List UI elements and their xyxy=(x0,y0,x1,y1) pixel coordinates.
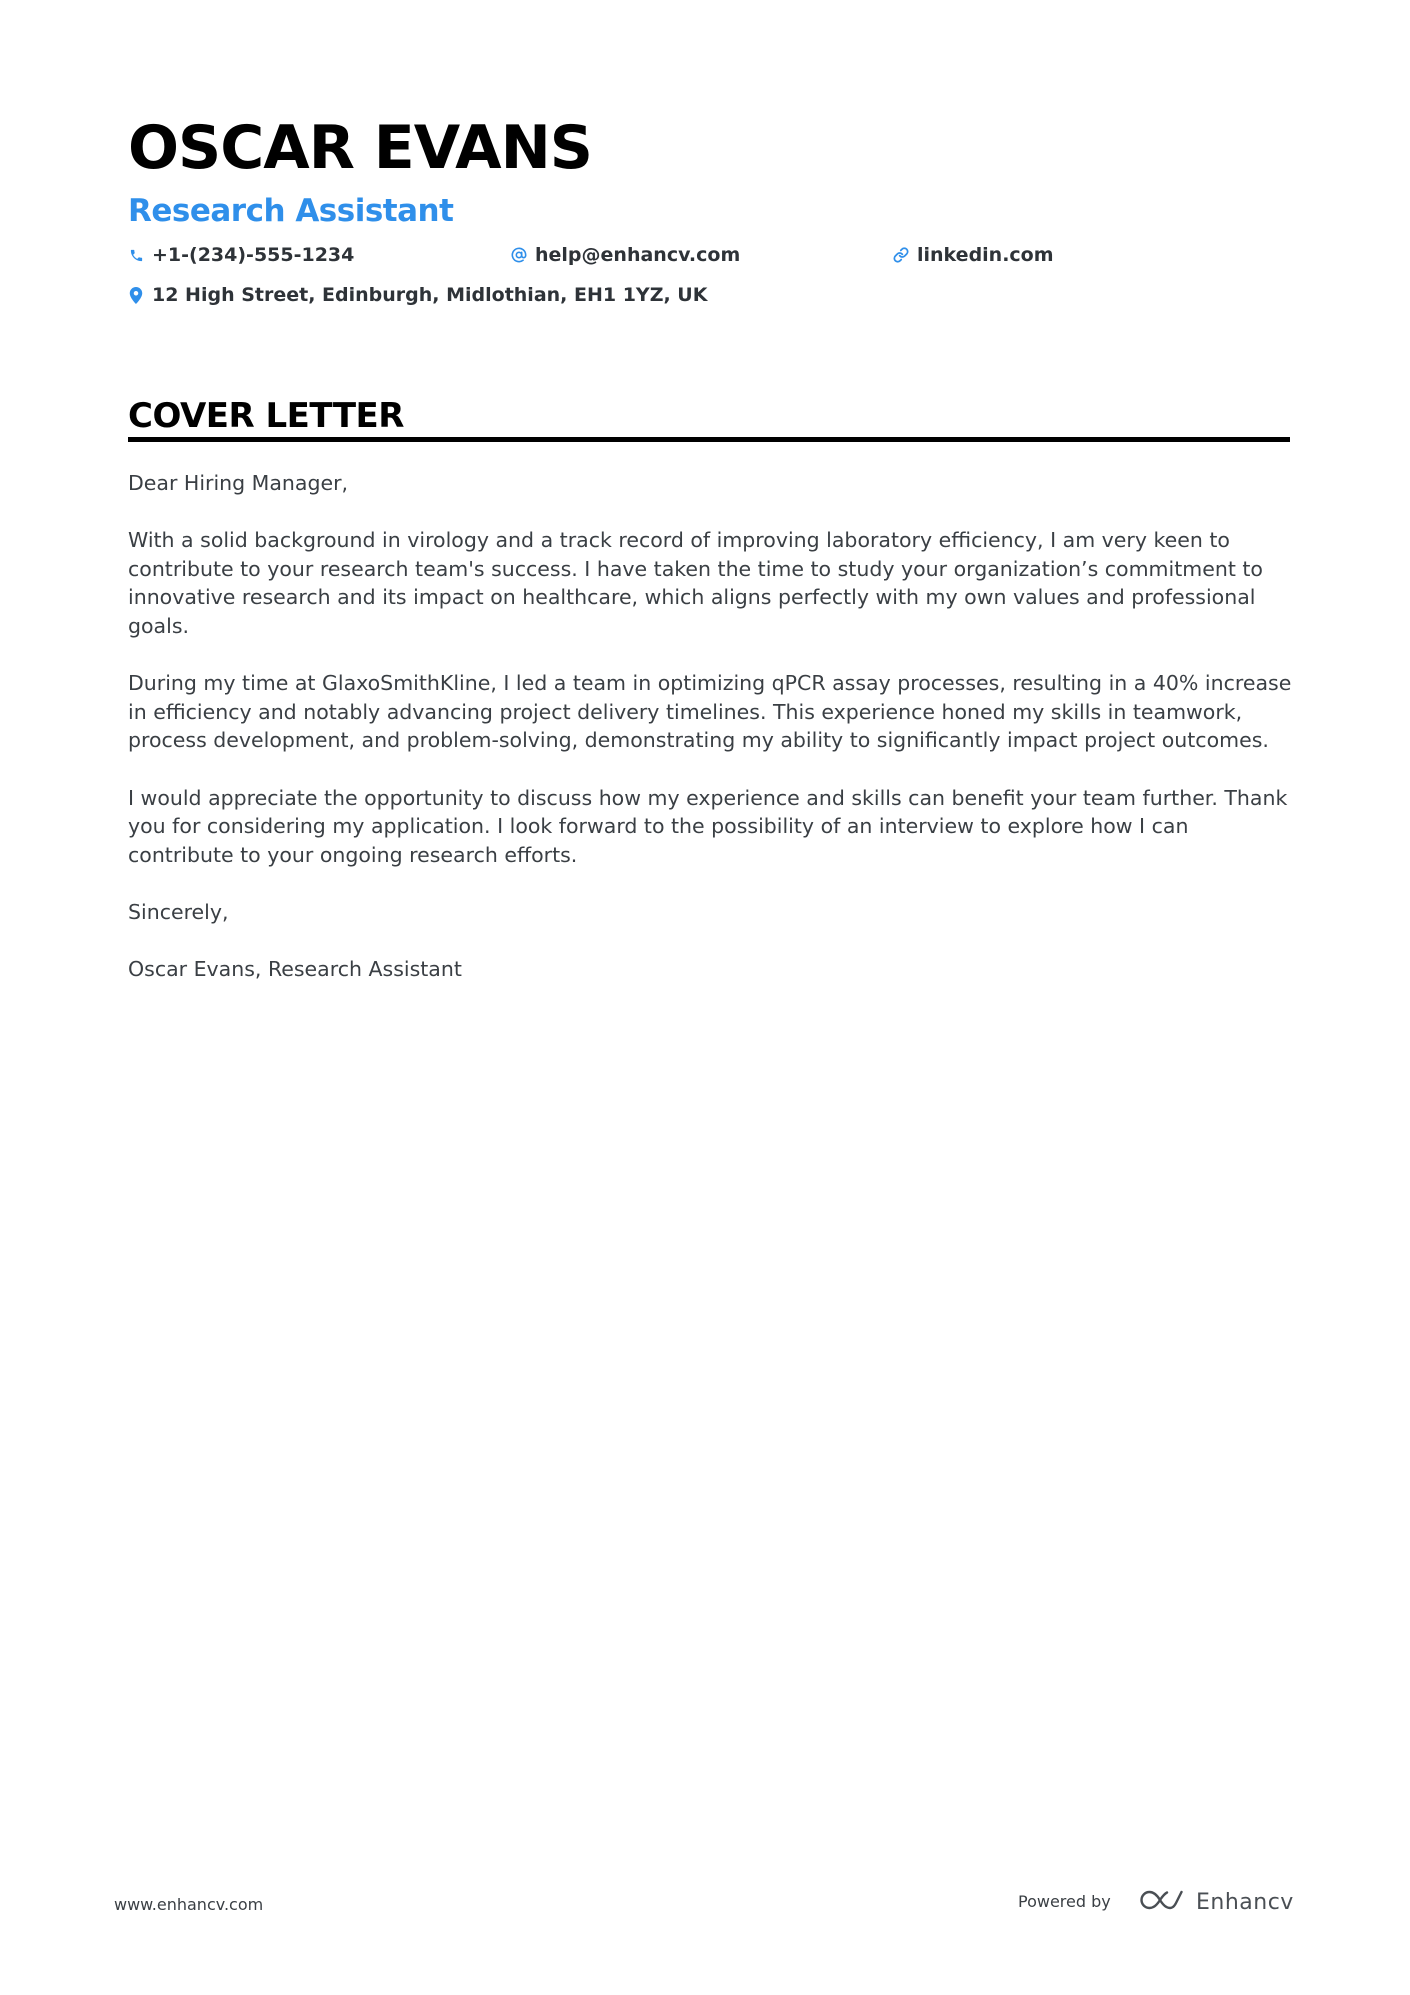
section-divider xyxy=(128,437,1290,442)
link-icon xyxy=(893,246,909,264)
phone-icon xyxy=(128,246,144,264)
footer-website-link[interactable]: www.enhancv.com xyxy=(114,1895,264,1914)
footer-powered-by: Powered by xyxy=(1018,1892,1111,1911)
map-pin-icon xyxy=(128,286,144,304)
letter-paragraph: During my time at GlaxoSmithKline, I led a team in optimizing qPCR assay processes, resulting in a 40% increase in efficiency and notably advancing project delivery timelines. This experience honed my skills in teamwork, process development, and problem-solving, demonstrating my ability to significantly impact project outcomes. xyxy=(128,671,1292,753)
contact-phone xyxy=(128,240,354,270)
letter-paragraph: I would appreciate the opportunity to discuss how my experience and skills can benefit your team further. Thank you for considering my application. I look forward to the possibility of an interview to explore how I can contribute to your ongoing research efforts. xyxy=(128,785,1288,867)
contact-email-text[interactable]: help@enhancv.com xyxy=(535,244,741,266)
contact-phone-text: +1-(234)-555-1234 xyxy=(152,244,355,266)
section-title-cover-letter: COVER LETTER xyxy=(128,396,404,436)
contact-linkedin-text[interactable]: linkedin.com xyxy=(917,244,1054,266)
candidate-name: OSCAR EVANS xyxy=(128,113,592,183)
candidate-job-title: Research Assistant xyxy=(128,193,454,229)
footer-brand[interactable] xyxy=(1138,1885,1294,1919)
letter-signature: Oscar Evans, Research Assistant xyxy=(128,957,462,982)
letter-paragraph: With a solid background in virology and a track record of improving laboratory efficiency, I am very keen to contribute to your research team's success. I have taken the time to study your organization’s commitment to innovative research and its impact on healthcare, which aligns perfectly with my own values and professional goals. xyxy=(128,528,1263,638)
contact-address-text: 12 High Street, Edinburgh, Midlothian, EH1 1YZ, UK xyxy=(152,284,708,306)
at-sign-icon xyxy=(511,246,527,264)
contact-email[interactable] xyxy=(511,240,740,270)
letter-closing: Sincerely, xyxy=(128,899,229,924)
letter-salutation: Dear Hiring Manager, xyxy=(128,471,349,495)
letter-body xyxy=(128,469,1293,1012)
contact-address xyxy=(128,280,707,310)
footer-brand-name[interactable]: Enhancv xyxy=(1196,1889,1294,1915)
enhancv-logo-icon xyxy=(1138,1888,1184,1917)
contact-linkedin[interactable] xyxy=(893,240,1054,270)
